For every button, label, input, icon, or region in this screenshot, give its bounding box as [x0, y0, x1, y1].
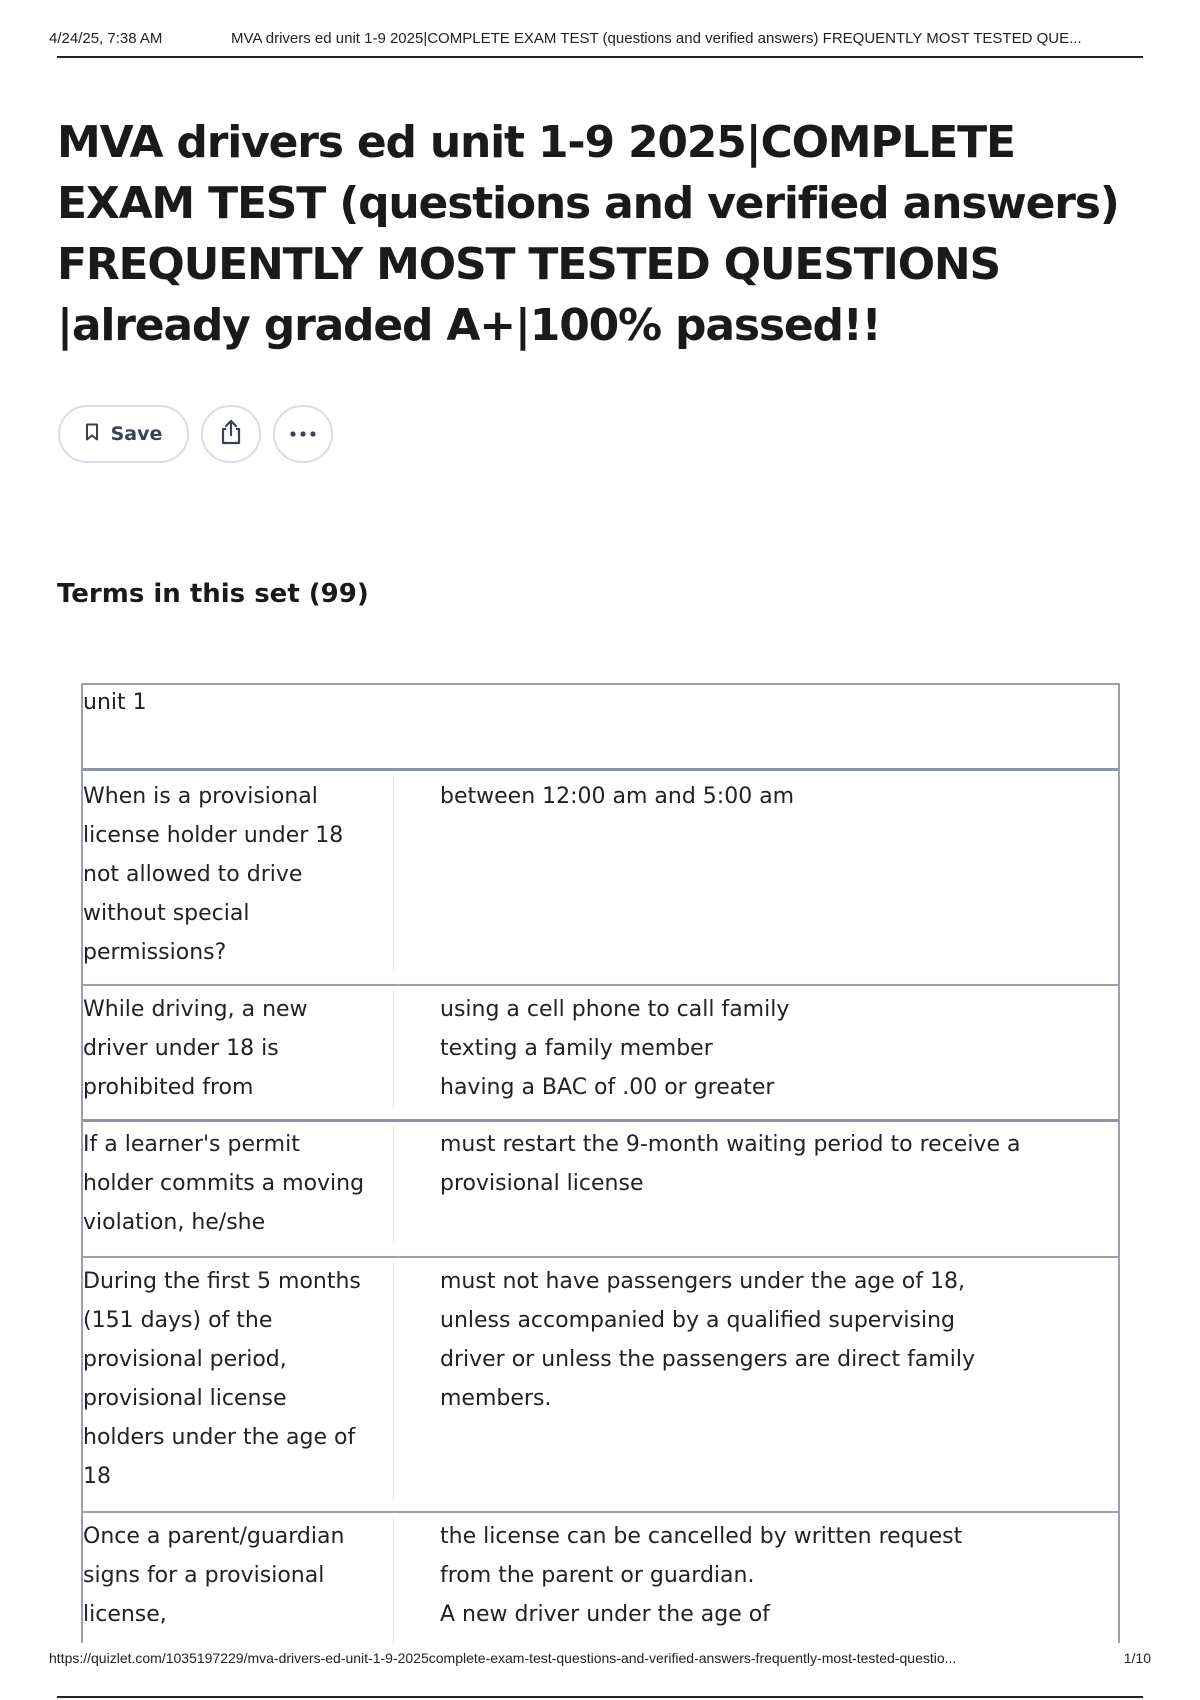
term-cell: When is a provisional license holder under 18 not allowed to drive without special permissions?: [83, 784, 344, 965]
definition-cell: must restart the 9-month waiting period to receive a provisional license: [440, 1132, 1021, 1196]
term-cell: Once a parent/guardian signs for a provisional license,: [83, 1524, 345, 1627]
definition-cell: the license can be cancelled by written request from the parent or guardian. A new driver under the age of: [440, 1524, 963, 1627]
cell-divider: [393, 1262, 394, 1499]
cell-divider: [393, 1517, 394, 1643]
print-timestamp: 4/24/25, 7:38 AM: [49, 30, 163, 47]
term-cell: During the first 5 months (151 days) of the provisional period, provisional license holders under the age of 18: [83, 1269, 361, 1489]
table-row: [83, 1513, 1118, 1643]
term-cell: If a learner's permit holder commits a moving violation, he/she: [83, 1132, 365, 1235]
cell-divider: [393, 1126, 394, 1244]
print-url: https://quizlet.com/1035197229/mva-drivers-ed-unit-1-9-2025complete-exam-test-questions-and-verified-answers-frequently-most-tested-questio...: [49, 1650, 957, 1666]
definition-cell: must not have passengers under the age of 18, unless accompanied by a qualified supervising driver or unless the passengers are direct family members.: [440, 1269, 975, 1411]
footer-rule: [57, 1696, 1143, 1698]
share-button[interactable]: [201, 405, 261, 463]
terms-heading: Terms in this set (99): [57, 579, 369, 609]
table-row: [83, 685, 1118, 771]
terms-table: [81, 683, 1120, 1643]
cell-divider: [393, 775, 394, 972]
page-title: MVA drivers ed unit 1-9 2025|COMPLETE EXAM TEST (questions and verified answers) FREQUENTLY MOST TESTED QUESTIONS |already graded A+|100% passed!!: [57, 117, 1119, 351]
share-icon: [218, 418, 244, 451]
print-title: MVA drivers ed unit 1-9 2025|COMPLETE EXAM TEST (questions and verified answers) FREQUENTLY MOST TESTED QUE...: [231, 30, 1082, 47]
table-row: [83, 1258, 1118, 1513]
table-row: [83, 1122, 1118, 1258]
definition-cell: using a cell phone to call family texting a family member having a BAC of .00 or greater: [440, 997, 790, 1100]
bookmark-icon: [85, 423, 99, 446]
term-cell: While driving, a new driver under 18 is prohibited from: [83, 997, 308, 1100]
save-button-label: Save: [110, 423, 163, 445]
save-button[interactable]: [58, 405, 189, 463]
table-row: [83, 986, 1118, 1122]
more-dots-icon: [289, 425, 317, 443]
table-row: [83, 771, 1118, 986]
header-rule: [57, 56, 1143, 58]
definition-cell: between 12:00 am and 5:00 am: [440, 784, 795, 809]
term-cell: unit 1: [83, 690, 147, 715]
more-options-button[interactable]: [273, 405, 333, 463]
page-number: 1/10: [1123, 1650, 1151, 1666]
cell-divider: [393, 990, 394, 1107]
